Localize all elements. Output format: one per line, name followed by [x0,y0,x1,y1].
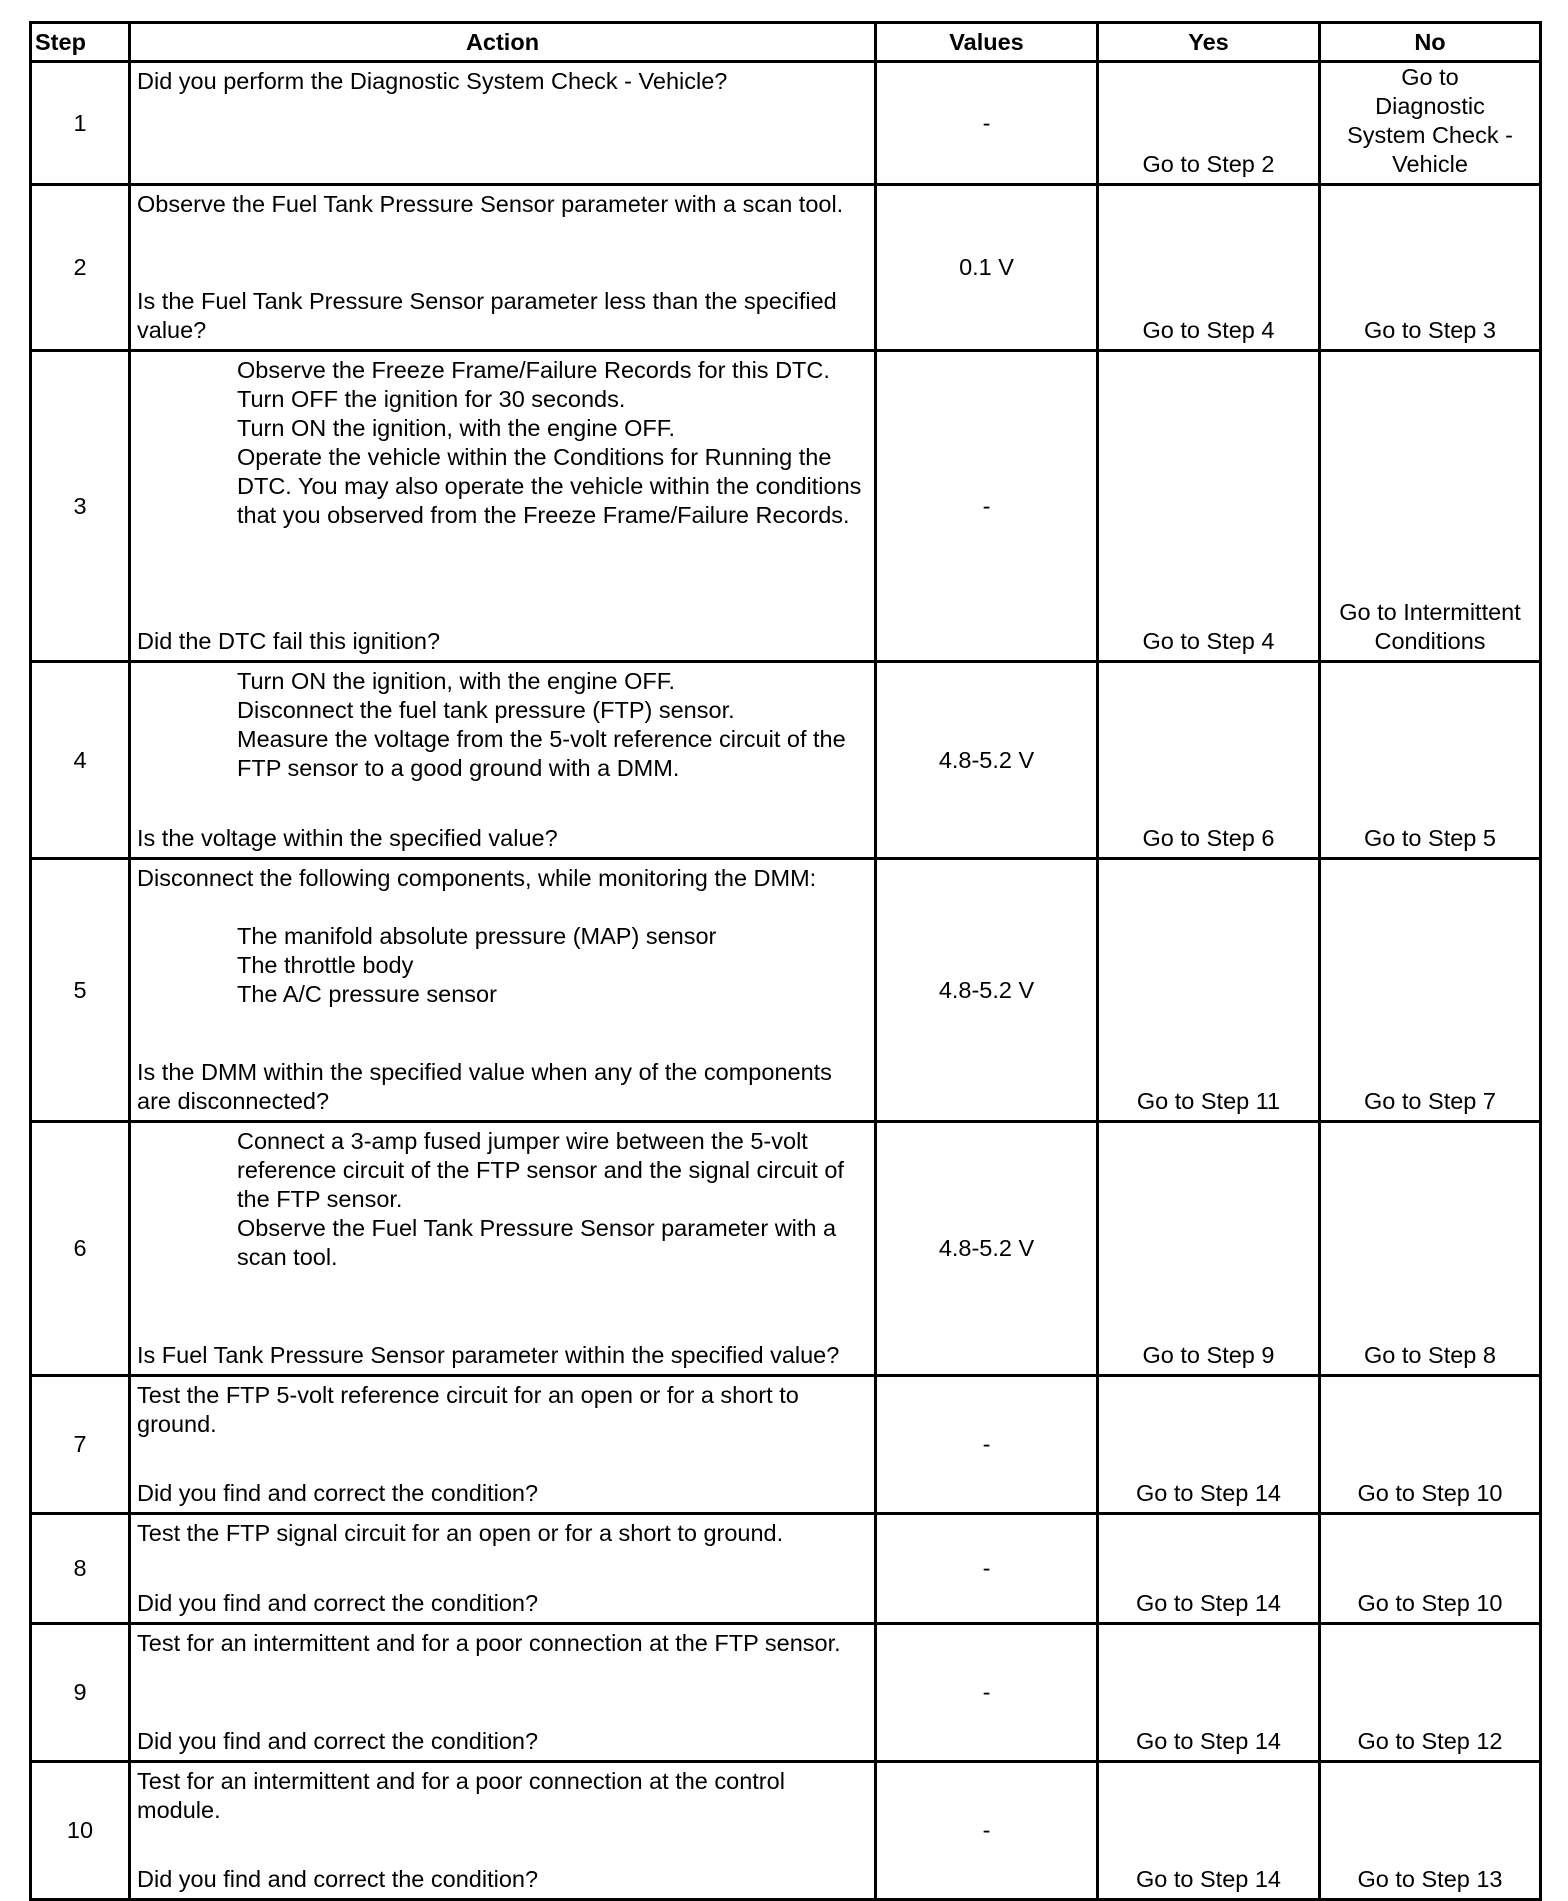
action-question: Is Fuel Tank Pressure Sensor parameter within the specified value? [137,1342,840,1368]
component-list [137,922,866,1009]
step-number: 2 [31,185,130,351]
no-cell: Go to Diagnostic System Check - Vehicle [1320,62,1541,185]
no-cell: Go to Step 7 [1320,859,1541,1122]
value-cell: 4.8-5.2 V [876,859,1098,1122]
header-action: Action [130,23,876,62]
action-instructions [137,1127,866,1272]
instruction-line: Observe the Freeze Frame/Failure Records for this DTC. [237,357,830,383]
component-item: The manifold absolute pressure (MAP) sensor [237,923,717,949]
action-instructions [137,864,866,893]
yes-cell: Go to Step 6 [1098,662,1320,859]
instruction-line: Test for an intermittent and for a poor connection at the FTP sensor. [137,1630,841,1656]
action-instructions [137,67,866,96]
instruction-line: Connect a 3-amp fused jumper wire between the 5-volt reference circuit of the FTP sensor and the signal circuit of the FTP sensor. [237,1128,844,1212]
action-cell [130,1122,876,1376]
value-cell: - [876,62,1098,185]
value-cell: - [876,1376,1098,1514]
step-number: 1 [31,62,130,185]
action-question: Did you find and correct the condition? [137,1480,539,1506]
table-row [31,1122,1541,1376]
action-question: Did you find and correct the condition? [137,1866,539,1892]
action-question: Is the Fuel Tank Pressure Sensor parameter less than the specified value? [137,288,837,343]
instruction-line: Observe the Fuel Tank Pressure Sensor parameter with a scan tool. [237,1215,837,1270]
action-cell [130,351,876,662]
value-cell: - [876,1762,1098,1900]
header-step: Step [31,23,130,62]
instruction-line: Test for an intermittent and for a poor connection at the control module. [137,1768,785,1823]
instruction-line: Test the FTP 5-volt reference circuit for an open or for a short to ground. [137,1382,799,1437]
action-question: Is the DMM within the specified value when any of the components are disconnected? [137,1059,832,1114]
step-number: 5 [31,859,130,1122]
action-question: Did the DTC fail this ignition? [137,628,441,654]
action-cell [130,662,876,859]
action-instructions [137,1767,866,1825]
no-cell: Go to Step 5 [1320,662,1541,859]
no-cell: Go to Step 10 [1320,1514,1541,1624]
table-row [31,62,1541,185]
step-number: 4 [31,662,130,859]
step-number: 8 [31,1514,130,1624]
step-number: 6 [31,1122,130,1376]
table-row [31,1514,1541,1624]
table-row [31,1762,1541,1900]
value-cell: 0.1 V [876,185,1098,351]
header-no: No [1320,23,1541,62]
table-row [31,1376,1541,1514]
table-row [31,1624,1541,1762]
yes-cell: Go to Step 14 [1098,1624,1320,1762]
instruction-line: Test the FTP signal circuit for an open or for a short to ground. [137,1520,784,1546]
action-cell [130,1762,876,1900]
action-instructions [137,1381,866,1439]
step-number: 9 [31,1624,130,1762]
table-row [31,859,1541,1122]
action-cell [130,1624,876,1762]
instruction-line: Turn OFF the ignition for 30 seconds. [237,386,626,412]
table-row [31,351,1541,662]
action-question: Is the voltage within the specified value? [137,825,558,851]
action-question: Did you find and correct the condition? [137,1728,539,1754]
action-cell [130,1376,876,1514]
value-cell: - [876,351,1098,662]
yes-cell: Go to Step 9 [1098,1122,1320,1376]
action-cell [130,185,876,351]
action-instructions [137,1519,866,1548]
action-instructions [137,667,866,783]
instruction-line: Observe the Fuel Tank Pressure Sensor parameter with a scan tool. [137,191,844,217]
header-yes: Yes [1098,23,1320,62]
yes-cell: Go to Step 14 [1098,1376,1320,1514]
action-cell [130,62,876,185]
no-cell: Go to Step 12 [1320,1624,1541,1762]
step-number: 10 [31,1762,130,1900]
component-item: The A/C pressure sensor [237,981,497,1007]
table-row [31,185,1541,351]
no-cell: Go to Step 3 [1320,185,1541,351]
action-question: Did you find and correct the condition? [137,1590,539,1616]
action-instructions [137,356,866,530]
instruction-line: Disconnect the following components, while monitoring the DMM: [137,865,817,891]
action-cell [130,859,876,1122]
instruction-line: Measure the voltage from the 5-volt reference circuit of the FTP sensor to a good ground with a DMM. [237,726,846,781]
action-cell [130,1514,876,1624]
no-cell: Go to Step 10 [1320,1376,1541,1514]
yes-cell: Go to Step 2 [1098,62,1320,185]
value-cell: - [876,1514,1098,1624]
action-instructions [137,190,866,219]
yes-cell: Go to Step 4 [1098,185,1320,351]
instruction-line: Operate the vehicle within the Conditions for Running the DTC. You may also operate the vehicle within the conditions that you observed from the Freeze Frame/Failure Records. [237,444,862,528]
value-cell: 4.8-5.2 V [876,662,1098,859]
yes-cell: Go to Step 14 [1098,1762,1320,1900]
component-item: The throttle body [237,952,414,978]
instruction-line: Turn ON the ignition, with the engine OFF. [237,415,676,441]
action-instructions [137,1629,866,1658]
no-cell: Go to Step 8 [1320,1122,1541,1376]
instruction-line: Did you perform the Diagnostic System Check - Vehicle? [137,68,728,94]
header-values: Values [876,23,1098,62]
instruction-line: Turn ON the ignition, with the engine OFF. [237,668,676,694]
step-number: 3 [31,351,130,662]
yes-cell: Go to Step 14 [1098,1514,1320,1624]
value-cell: - [876,1624,1098,1762]
yes-cell: Go to Step 4 [1098,351,1320,662]
diagnostic-table [29,21,1542,1901]
no-cell: Go to Step 13 [1320,1762,1541,1900]
instruction-line: Disconnect the fuel tank pressure (FTP) sensor. [237,697,735,723]
step-number: 7 [31,1376,130,1514]
table-row [31,662,1541,859]
header-row [31,23,1541,62]
value-cell: 4.8-5.2 V [876,1122,1098,1376]
no-cell: Go to Intermittent Conditions [1320,351,1541,662]
yes-cell: Go to Step 11 [1098,859,1320,1122]
